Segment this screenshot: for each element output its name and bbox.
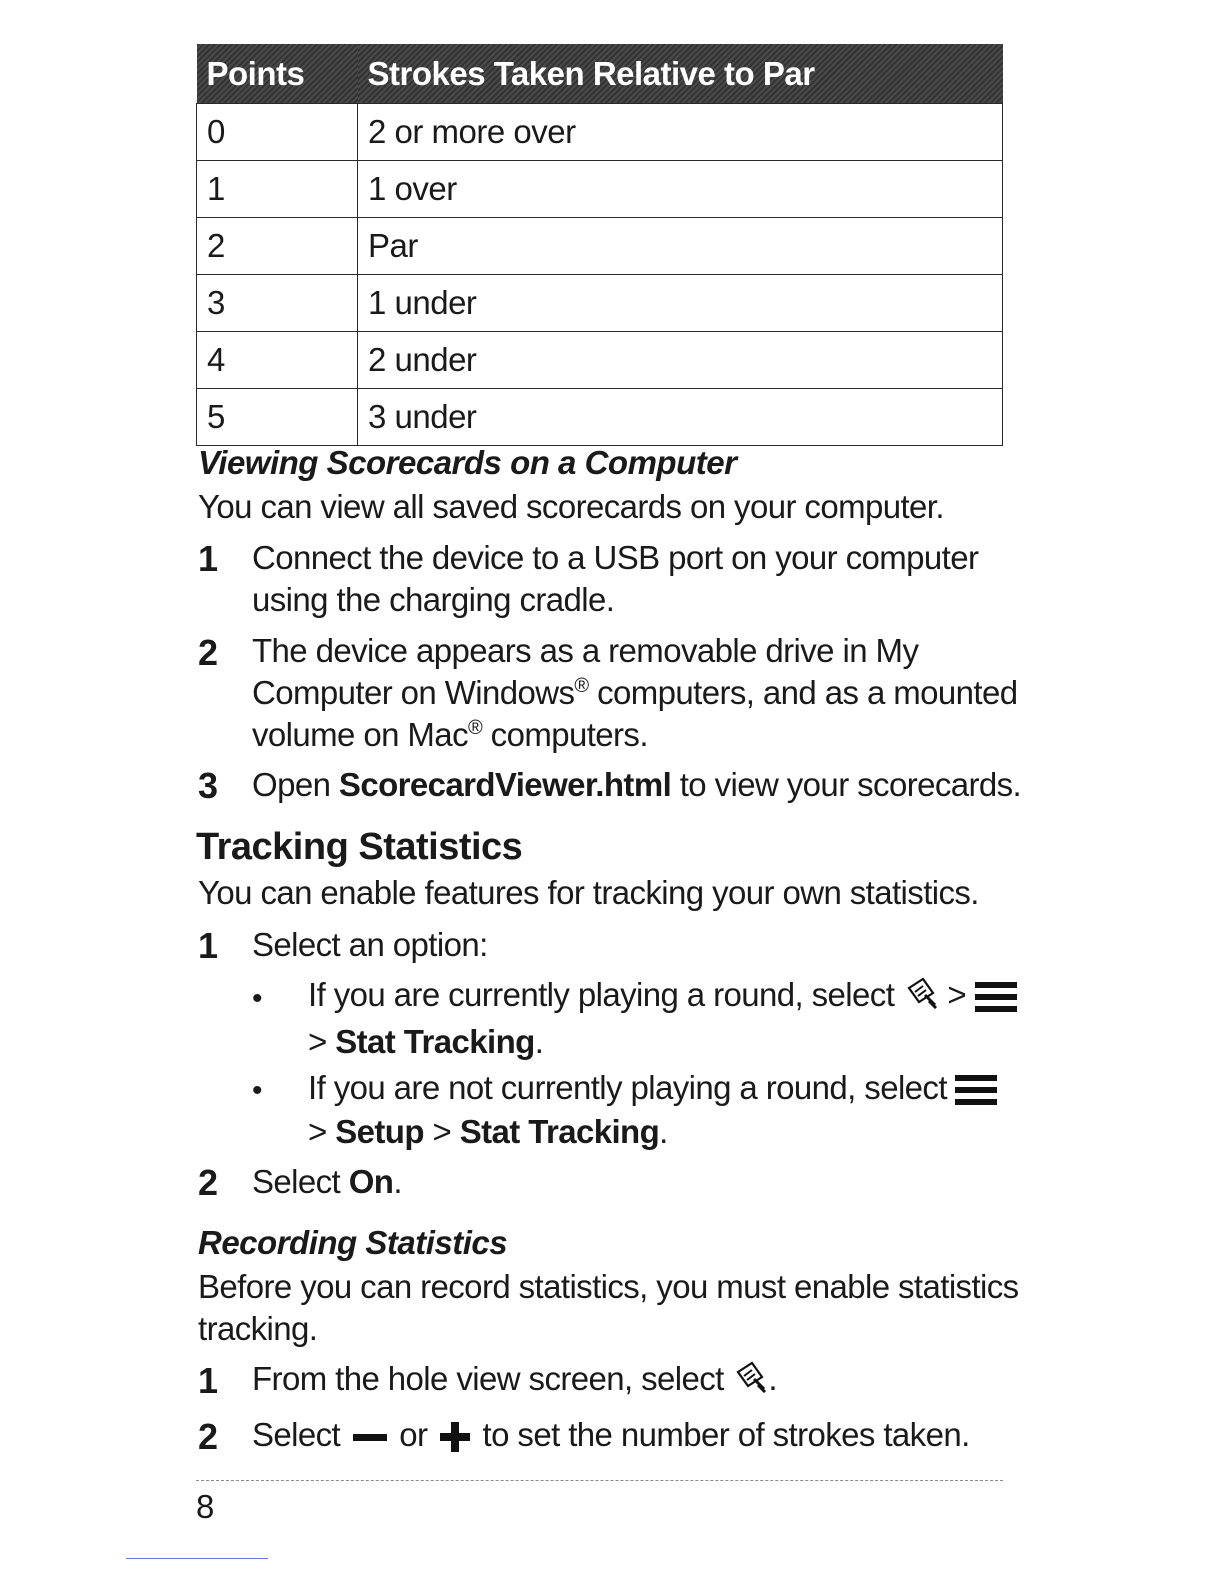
tracking-intro: You can enable features for tracking your own statistics. <box>198 874 979 911</box>
points-table <box>196 44 1003 446</box>
step-text: Select <box>252 1163 349 1200</box>
viewing-scorecards-heading: Viewing Scorecards on a Computer <box>198 444 737 481</box>
step-number: 1 <box>198 1360 219 1401</box>
option-text: . <box>659 1113 668 1150</box>
option-text: > <box>308 1022 336 1060</box>
step-text: or <box>390 1416 436 1453</box>
recording-statistics-heading: Recording Statistics <box>198 1224 508 1261</box>
step-number: 1 <box>198 925 219 966</box>
step-number: 2 <box>198 1416 219 1457</box>
bullet-marker: • <box>252 982 263 1015</box>
registered-mark: ® <box>574 675 589 697</box>
table-row <box>197 275 1003 332</box>
option-text: If you are not currently playing a round, select <box>308 1069 956 1106</box>
table-row <box>197 332 1003 389</box>
minus-icon <box>353 1434 387 1441</box>
plus-icon <box>440 1422 470 1452</box>
setup-label: Setup <box>335 1113 424 1150</box>
column-header-points: Points <box>197 44 358 104</box>
table-cell-strokes: 1 under <box>358 275 1003 332</box>
intro-line: Before you can record statistics, you must enable statistics <box>198 1268 1019 1305</box>
step-number: 2 <box>198 1162 219 1203</box>
table-cell-strokes: 3 under <box>358 389 1003 446</box>
menu-icon <box>955 1075 997 1105</box>
footer-line <box>126 1558 268 1559</box>
step-line <box>252 714 1018 756</box>
option-line <box>308 1020 1017 1064</box>
step-text: computers. <box>482 716 648 753</box>
tracking-option-2 <box>308 1066 997 1154</box>
table-header-row <box>197 44 1003 104</box>
viewing-step-2 <box>252 630 1018 756</box>
option-line <box>308 973 1017 1020</box>
stat-tracking-label: Stat Tracking <box>459 1113 660 1150</box>
on-label: On <box>348 1163 394 1200</box>
table-cell-strokes: 1 over <box>358 161 1003 218</box>
scorecard-pencil-icon <box>732 1359 768 1403</box>
table-cell-points: 5 <box>197 389 358 446</box>
scorecard-pencil-icon <box>903 975 939 1020</box>
step-text: to set the number of strokes taken. <box>473 1416 970 1453</box>
step-text: Open <box>252 766 339 803</box>
table-row <box>197 161 1003 218</box>
table-cell-points: 2 <box>197 218 358 275</box>
table-cell-strokes: Par <box>358 218 1003 275</box>
step-line <box>252 672 1018 714</box>
step-text: From the hole view screen, select <box>252 1360 733 1397</box>
table-cell-strokes: 2 under <box>358 332 1003 389</box>
table-row <box>197 104 1003 161</box>
bullet-marker: • <box>252 1074 263 1107</box>
step-text: Select <box>252 1416 349 1453</box>
stat-tracking-label: Stat Tracking <box>335 1022 535 1060</box>
table-cell-strokes: 2 or more over <box>358 104 1003 161</box>
viewing-intro: You can view all saved scorecards on your computer. <box>198 488 944 525</box>
intro-line: tracking. <box>198 1310 318 1347</box>
recording-intro <box>198 1266 1019 1350</box>
step-line: The device appears as a removable drive in My <box>252 632 919 669</box>
step-text: . <box>393 1163 402 1200</box>
table-cell-points: 4 <box>197 332 358 389</box>
table-cell-points: 3 <box>197 275 358 332</box>
option-text: > <box>938 976 975 1013</box>
viewing-step-3 <box>252 764 1021 806</box>
table-row <box>197 218 1003 275</box>
option-line <box>308 1066 997 1110</box>
tracking-step-1: Select an option: <box>252 926 488 963</box>
step-number: 1 <box>198 538 219 579</box>
step-line: using the charging cradle. <box>252 581 615 618</box>
table-cell-points: 0 <box>197 104 358 161</box>
table-row <box>197 389 1003 446</box>
step-number: 3 <box>198 765 219 806</box>
recording-step-1 <box>252 1358 777 1403</box>
option-text: If you are currently playing a round, select <box>308 976 903 1013</box>
option-text: > <box>423 1113 460 1150</box>
tracking-step-2 <box>252 1161 402 1203</box>
step-text: to view your scorecards. <box>671 766 1022 803</box>
registered-mark: ® <box>467 717 483 739</box>
menu-icon <box>975 982 1017 1012</box>
option-text: . <box>534 1022 544 1060</box>
viewing-step-1 <box>252 537 978 621</box>
recording-step-2 <box>252 1414 970 1456</box>
option-text: > <box>308 1113 336 1150</box>
step-text: computers, and as a mounted <box>588 674 1018 711</box>
page-number: 8 <box>196 1488 215 1525</box>
step-text: Computer on Windows <box>252 674 575 711</box>
tracking-statistics-heading: Tracking Statistics <box>196 826 523 868</box>
column-header-strokes: Strokes Taken Relative to Par <box>358 44 1003 104</box>
footer-divider <box>196 1480 1003 1481</box>
option-line <box>308 1110 997 1154</box>
step-text: volume on Mac <box>252 716 468 753</box>
step-text: . <box>768 1360 777 1397</box>
table-cell-points: 1 <box>197 161 358 218</box>
tracking-option-1 <box>308 973 1017 1064</box>
filename-label: ScorecardViewer.html <box>338 766 672 803</box>
step-number: 2 <box>198 632 219 673</box>
step-line: Connect the device to a USB port on your computer <box>252 539 979 576</box>
